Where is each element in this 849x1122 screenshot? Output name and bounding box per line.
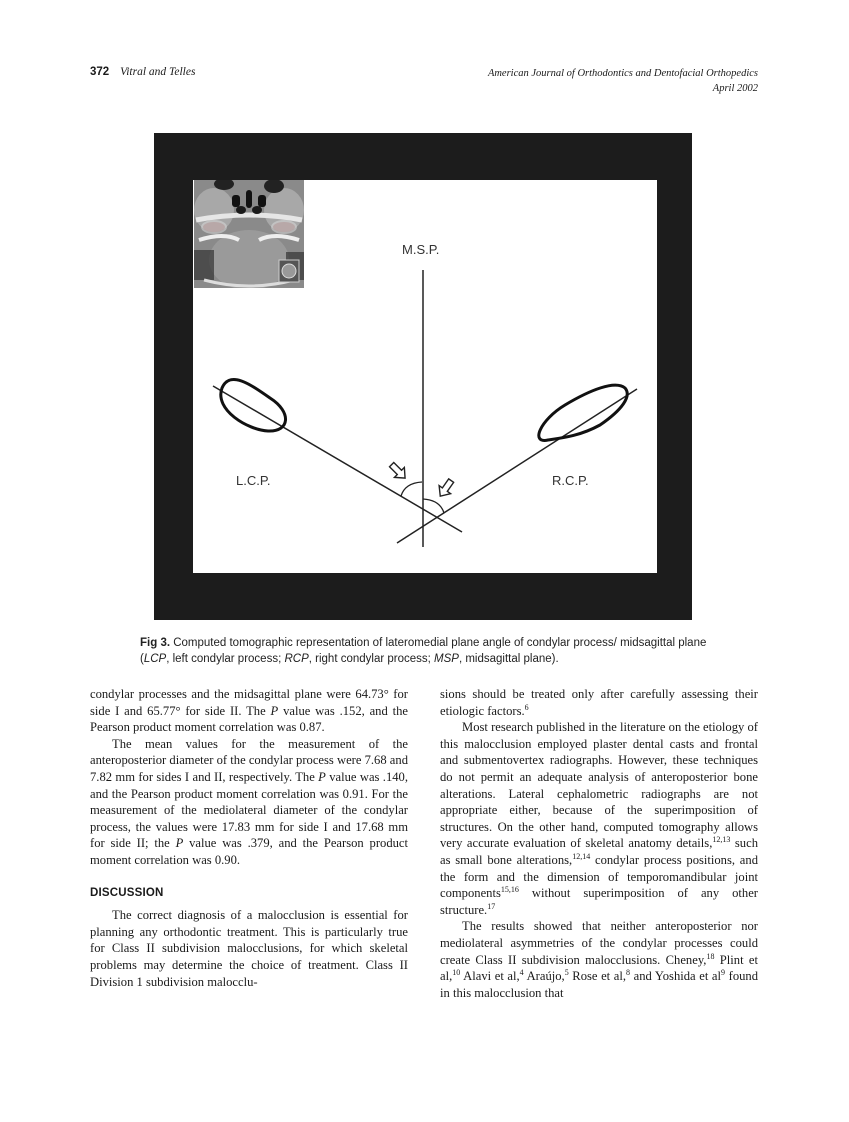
citation-ref[interactable]: 9 [721, 968, 726, 978]
arrow-down-left-icon [435, 477, 457, 501]
body-column-left [90, 686, 408, 990]
left-condylar-axis-line [213, 386, 462, 532]
figure-caption: Fig 3. Computed tomographic representation of lateromedial plane angle of condylar process/ midsagittal plane (LCP, left condylar process; RCP, right condylar process; MSP, midsagittal plane). [140, 637, 707, 665]
right-condyle-outline [539, 385, 627, 440]
arrow-down-right-icon [387, 460, 410, 483]
page-number: 372 [90, 66, 110, 78]
msp-label: M.S.P. [402, 242, 440, 257]
citation-ref[interactable]: 15,16 [500, 885, 519, 895]
paragraph: sions should be treated only after carefully assessing their etiologic factors.$^6$ [440, 687, 758, 718]
citation-ref[interactable]: 5 [564, 968, 569, 978]
figure-label: Fig 3. [140, 637, 171, 649]
citation-ref[interactable]: 6 [524, 702, 529, 712]
citation-ref[interactable]: 4 [519, 968, 524, 978]
citation-ref[interactable]: 17 [487, 901, 496, 911]
right-condylar-axis-line [397, 389, 637, 543]
section-heading-discussion: DISCUSSION [90, 886, 164, 899]
issue-date: April 2002 [712, 83, 758, 94]
left-angle-arc [401, 482, 422, 496]
paragraph: condylar processes and the midsagittal plane were 64.73° for side I and 65.77° for side II. The P value was .152, and the Pearson product moment correlation was 0.87. [90, 687, 408, 735]
citation-ref[interactable]: 18 [706, 951, 715, 961]
citation-ref[interactable]: 12,13 [712, 835, 731, 845]
paragraph: Most research published in the literature on the etiology of this malocclusion employed plaster dental casts and frontal and submentovertex radiographs. However, these techniques do not permit an adequate analysis of anteroposterior bone alterations. Lateral cephalometric radiographs are not appropriate either, because of the superimposition of structures. On the other hand, computed tomography allows very accurate evaluation of skeletal anatomy details,$^{12,13}$ such as small bone alterations,$^{12,14}$ condylar process positions, and the form and the dimension of temporomandibular joint components$^{15,16}$ without superimposition of any other structure.$^{17}$ [440, 720, 758, 917]
body-column-right [440, 686, 758, 1001]
journal-title: American Journal of Orthodontics and Dentofacial Orthopedics [487, 68, 758, 79]
rcp-label: R.C.P. [552, 473, 589, 488]
citation-ref[interactable]: 8 [626, 968, 631, 978]
paragraph: The correct diagnosis of a malocclusion is essential for planning any orthodontic treatment. This is particularly true for Class II subdivision malocclusions, for which skeletal problems may determine the choice of treatment. Class II Division 1 subdivision malocclu- [90, 908, 408, 989]
paragraph: The mean values for the measurement of the anteroposterior diameter of the condylar process were 7.68 and 7.82 mm for sides I and II, respectively. The P value was .140, and the Pearson product moment correlation was 0.91. For the measurement of the mediolateral diameter of the condylar process, the values were 17.83 mm for side I and 17.68 mm for side II; the P value was .379, and the Pearson product moment correlation was 0.90. [90, 736, 409, 867]
running-authors: Vitral and Telles [120, 66, 196, 78]
lcp-label: L.C.P. [236, 473, 271, 488]
citation-ref[interactable]: 12,14 [572, 851, 591, 861]
paragraph: The results showed that neither anteroposterior nor mediolateral asymmetries of the condylar processes could create Class II subdivision malocclusions. Cheney,$^{18}$ Plint et al,$^{10}$ Alavi et al,$^4$ Araújo,$^5$ Rose et al,$^8$ and Yoshida et $al^9$ found in this malocclusion that [440, 919, 759, 1000]
citation-ref[interactable]: 10 [452, 968, 461, 978]
